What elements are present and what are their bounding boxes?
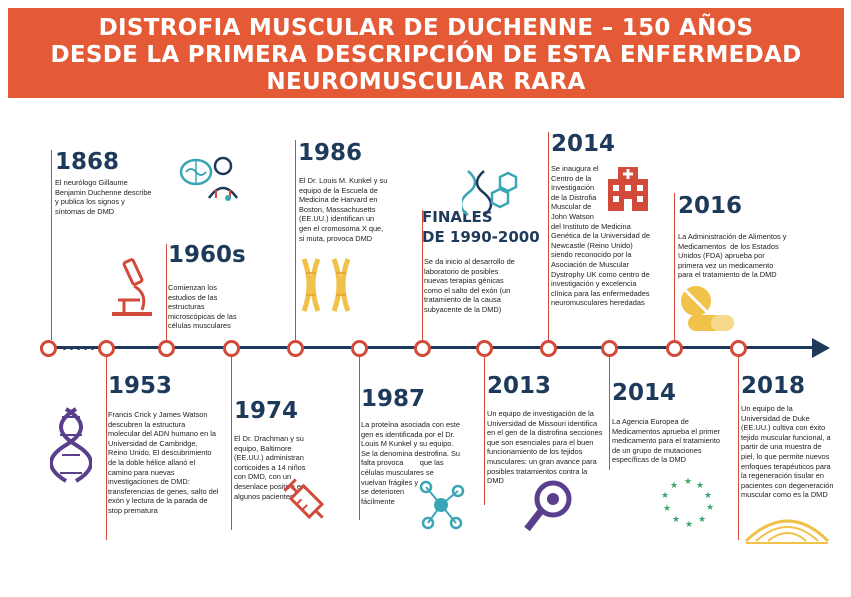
desc-line: gen el cromosoma X que, — [299, 223, 384, 233]
desc-line: tratamiento de la causa — [424, 295, 501, 305]
year-2016: 2016 — [678, 193, 743, 219]
chromosome-icon — [298, 255, 358, 315]
molecule-network-icon — [416, 477, 466, 532]
eu-stars-icon — [657, 474, 717, 530]
desc-line: si muta, provoca DMD — [299, 233, 373, 243]
desc-line: Medicamentos de los Estados — [678, 241, 779, 251]
desc-line: camino para nuevas — [108, 467, 175, 477]
desc-line: muscular como es la DMD — [741, 490, 828, 500]
desc-line: El Dr. Drachman y su — [234, 434, 304, 443]
timeline-dot-1974 — [223, 340, 240, 357]
year-1974: 1974 — [234, 398, 299, 424]
desc-line: Benjamin Duchenne describe — [55, 187, 152, 197]
desc-line: Centro de la — [551, 173, 592, 183]
svg-text:★: ★ — [685, 520, 694, 530]
desc-line: (EE.UU.) cultiva con éxito — [741, 423, 826, 433]
desc-line: desenlace positivo en — [234, 481, 306, 491]
connector-1960 — [166, 244, 167, 340]
svg-text:★: ★ — [696, 481, 705, 491]
desc-2013 — [487, 409, 613, 486]
connector-2014a — [548, 132, 549, 340]
desc-line: algunos pacientes — [234, 491, 294, 501]
desc-line: subyacente de la DMD) — [424, 304, 502, 314]
connector-1987 — [359, 355, 360, 520]
desc-line: vuelvan frágiles y — [361, 477, 419, 487]
axis-dot — [70, 347, 73, 350]
timeline-dot-1953 — [98, 340, 115, 357]
title-line-3: NEUROMUSCULAR RARA — [266, 69, 586, 95]
svg-text:★: ★ — [706, 503, 715, 513]
hospital-icon — [604, 163, 652, 213]
desc-line: Se la denomina destrofina. Su — [361, 448, 461, 458]
desc-1986 — [299, 176, 414, 243]
desc-line: células musculares — [168, 321, 231, 331]
desc-line: piel, lo que permite nuevos — [741, 451, 830, 461]
svg-text:★: ★ — [684, 477, 693, 487]
desc-line: equipo de la Escuela de — [299, 185, 378, 195]
desc-line: Genética de la Universidad de — [551, 231, 651, 241]
desc-line: transferencias de genes, salto del — [108, 486, 219, 496]
desc-line: síntomas de DMD — [55, 206, 115, 216]
timeline-arrow — [812, 338, 830, 358]
desc-line: del Instituto de Medicina — [551, 221, 631, 231]
desc-line: El neurólogo Gillaume — [55, 178, 128, 187]
desc-line: que son esenciales para el buen — [487, 437, 594, 447]
desc-line: específicas de la DMD — [612, 455, 686, 465]
svg-text:★: ★ — [698, 515, 707, 525]
desc-line: posibles tratamientos contra la — [487, 466, 588, 476]
desc-line: La Agencia Europea de — [612, 417, 689, 426]
desc-line: de un grupo de mutaciones — [612, 445, 702, 455]
desc-line: nuevas terapias génicas — [424, 276, 504, 286]
doctor-brain-icon — [176, 150, 242, 205]
year-2013: 2013 — [487, 373, 552, 399]
desc-line: enfoques terapéuticos para — [741, 461, 831, 471]
desc-line: equipo, Baltimore — [234, 443, 292, 453]
desc-line: fácilmente — [361, 496, 395, 506]
desc-line: corticoides a 14 niños — [234, 462, 306, 472]
desc-line: laboratorio de posibles — [424, 266, 499, 276]
desc-line: células musculares se — [361, 467, 434, 477]
desc-2016 — [678, 232, 838, 280]
desc-line: Unidos (FDA) aprueba por — [678, 251, 765, 261]
timeline-dot-1868 — [40, 340, 57, 357]
year-1986: 1986 — [298, 140, 363, 166]
axis-dot — [91, 347, 94, 350]
desc-1960s — [168, 283, 258, 331]
timeline-dot-1960 — [158, 340, 175, 357]
desc-line: con DMD, con un — [234, 472, 292, 482]
desc-line: Louis M Kunkel y su equipo. — [361, 439, 454, 449]
desc-line: Asociación de Muscular — [551, 259, 630, 269]
syringe-icon — [280, 475, 330, 525]
desc-line: Medicamentos aprueba el primer — [612, 426, 721, 436]
desc-line: descubren la estructura — [108, 419, 186, 429]
connector-1974 — [231, 355, 232, 530]
desc-2018 — [741, 404, 841, 500]
desc-line: y publica los signos y — [55, 197, 125, 207]
svg-text:★: ★ — [670, 481, 679, 491]
desc-line: neuromusculares heredadas — [551, 298, 645, 308]
desc-line: Un equipo de la — [741, 404, 793, 413]
connector-1953 — [106, 355, 107, 540]
title-line-2: DESDE LA PRIMERA DESCRIPCIÓN DE ESTA ENFERMEDAD — [50, 42, 802, 68]
connector-1986 — [295, 140, 296, 340]
desc-line: La Administración de Alimentos y — [678, 232, 787, 241]
year-1868: 1868 — [55, 149, 120, 175]
desc-line: John Watson — [551, 211, 594, 221]
timeline-dot-2013 — [476, 340, 493, 357]
timeline-dot-2014a — [540, 340, 557, 357]
desc-line: de la doble hélice allanó el — [108, 457, 196, 467]
desc-line: de la Distrofia — [551, 192, 597, 202]
desc-line: Medicina de Harvard en — [299, 195, 378, 205]
dna-molecule-icon — [462, 167, 520, 217]
dna-helix-icon — [50, 405, 92, 485]
desc-line: investigaciones de DMD: — [108, 477, 190, 487]
desc-line: la regeneración tisular en — [741, 471, 824, 481]
muscle-tissue-icon — [742, 513, 832, 547]
desc-line: microscópicas de las — [168, 311, 237, 321]
desc-2014b — [612, 417, 730, 465]
svg-text:★: ★ — [661, 491, 670, 501]
desc-line: se deterioren — [361, 487, 405, 497]
desc-line: tejido muscular funcional, a — [741, 432, 831, 442]
timeline-dot-2018 — [730, 340, 747, 357]
timeline-dot-1986 — [287, 340, 304, 357]
pills-icon — [676, 281, 738, 333]
desc-line: Francis Crick y James Watson — [108, 410, 208, 419]
desc-line: Investigación — [551, 183, 595, 193]
desc-line: en el gen de la distrofina secciones — [487, 428, 603, 438]
desc-line: Newcastle (Reino Unido) — [551, 240, 633, 250]
year-1960s: 1960s — [168, 242, 246, 268]
axis-dot — [77, 347, 80, 350]
timeline-dot-2014b — [601, 340, 618, 357]
year-1987: 1987 — [361, 386, 426, 412]
desc-line: El Dr. Louis M. Kunkel y su — [299, 176, 388, 185]
desc-line: La proteína asociada con este — [361, 420, 461, 429]
year-2018: 2018 — [741, 373, 806, 399]
desc-line: medicamento para el tratamiento — [612, 436, 721, 446]
axis-dot — [84, 347, 87, 350]
desc-line: musculares: un gran avance para — [487, 456, 597, 466]
desc-line: Universidad de Cambridge, — [108, 438, 198, 448]
desc-line: pacientes con degeneración — [741, 480, 834, 490]
desc-line: molecular del ADN humano en la — [108, 429, 217, 439]
desc-line: clínica para las enfermedades — [551, 288, 650, 298]
desc-1868 — [55, 178, 165, 216]
desc-line: funcionamiento de los tejidos — [487, 447, 583, 457]
desc-line: (EE.UU.) administran — [234, 453, 304, 463]
svg-text:★: ★ — [672, 515, 681, 525]
year-1990-line2: DE 1990-2000 — [422, 228, 540, 246]
desc-line: estructuras — [168, 302, 205, 312]
desc-line: Un equipo de investigación de la — [487, 409, 594, 418]
svg-text:★: ★ — [663, 504, 672, 514]
desc-line: Boston, Massachusetts — [299, 204, 376, 214]
desc-line: estudios de las — [168, 292, 218, 302]
title-line-1: DISTROFIA MUSCULAR DE DUCHENNE – 150 AÑOS — [98, 15, 754, 41]
desc-line: siendo reconocido por la — [551, 250, 632, 260]
desc-line: falta provoca que las — [361, 458, 444, 468]
timeline-dot-1990 — [414, 340, 431, 357]
desc-line: Reino Unido. El descubrimiento — [108, 448, 212, 458]
year-2014b: 2014 — [612, 380, 677, 406]
axis-dot — [63, 347, 66, 350]
desc-1953 — [108, 410, 228, 516]
desc-line: Muscular de — [551, 202, 592, 212]
desc-line: partir de una muestra de — [741, 442, 822, 452]
desc-line: Universidad de Missouri identifica — [487, 418, 598, 428]
desc-line: como el salto del exón (un — [424, 285, 511, 295]
year-2014a: 2014 — [551, 131, 616, 157]
desc-line: investigación y excelencia — [551, 279, 637, 289]
desc-line: Universidad de Duke — [741, 413, 810, 423]
year-1953: 1953 — [108, 373, 173, 399]
year-1990-line1: FINALES — [422, 208, 493, 226]
desc-line: exón y lectura de la parada de — [108, 496, 208, 506]
microscope-icon — [106, 256, 156, 321]
desc-line: stop prematura — [108, 505, 158, 515]
desc-line: primera vez un medicamento — [678, 260, 774, 270]
timeline-dot-1987 — [351, 340, 368, 357]
desc-line: para el tratamiento de la DMD — [678, 270, 777, 280]
svg-text:★: ★ — [704, 491, 713, 501]
desc-line: Dystrophy UK como centro de — [551, 269, 650, 279]
desc-line: gen es identificada por el Dr. — [361, 429, 455, 439]
connector-1868 — [51, 150, 52, 340]
connector-2013 — [484, 355, 485, 505]
desc-line: Se da inicio al desarrollo de — [424, 257, 515, 266]
desc-line: (EE.UU.) identifican un — [299, 214, 375, 224]
desc-line: DMD — [487, 476, 504, 486]
title-banner — [8, 8, 844, 98]
magnifier-cell-icon — [521, 477, 575, 535]
connector-2016 — [674, 193, 675, 340]
desc-line: Se inaugura el — [551, 164, 599, 173]
desc-line: Comienzan los — [168, 283, 217, 292]
connector-2018 — [738, 355, 739, 540]
timeline-dot-2016 — [666, 340, 683, 357]
desc-1990 — [424, 257, 542, 315]
